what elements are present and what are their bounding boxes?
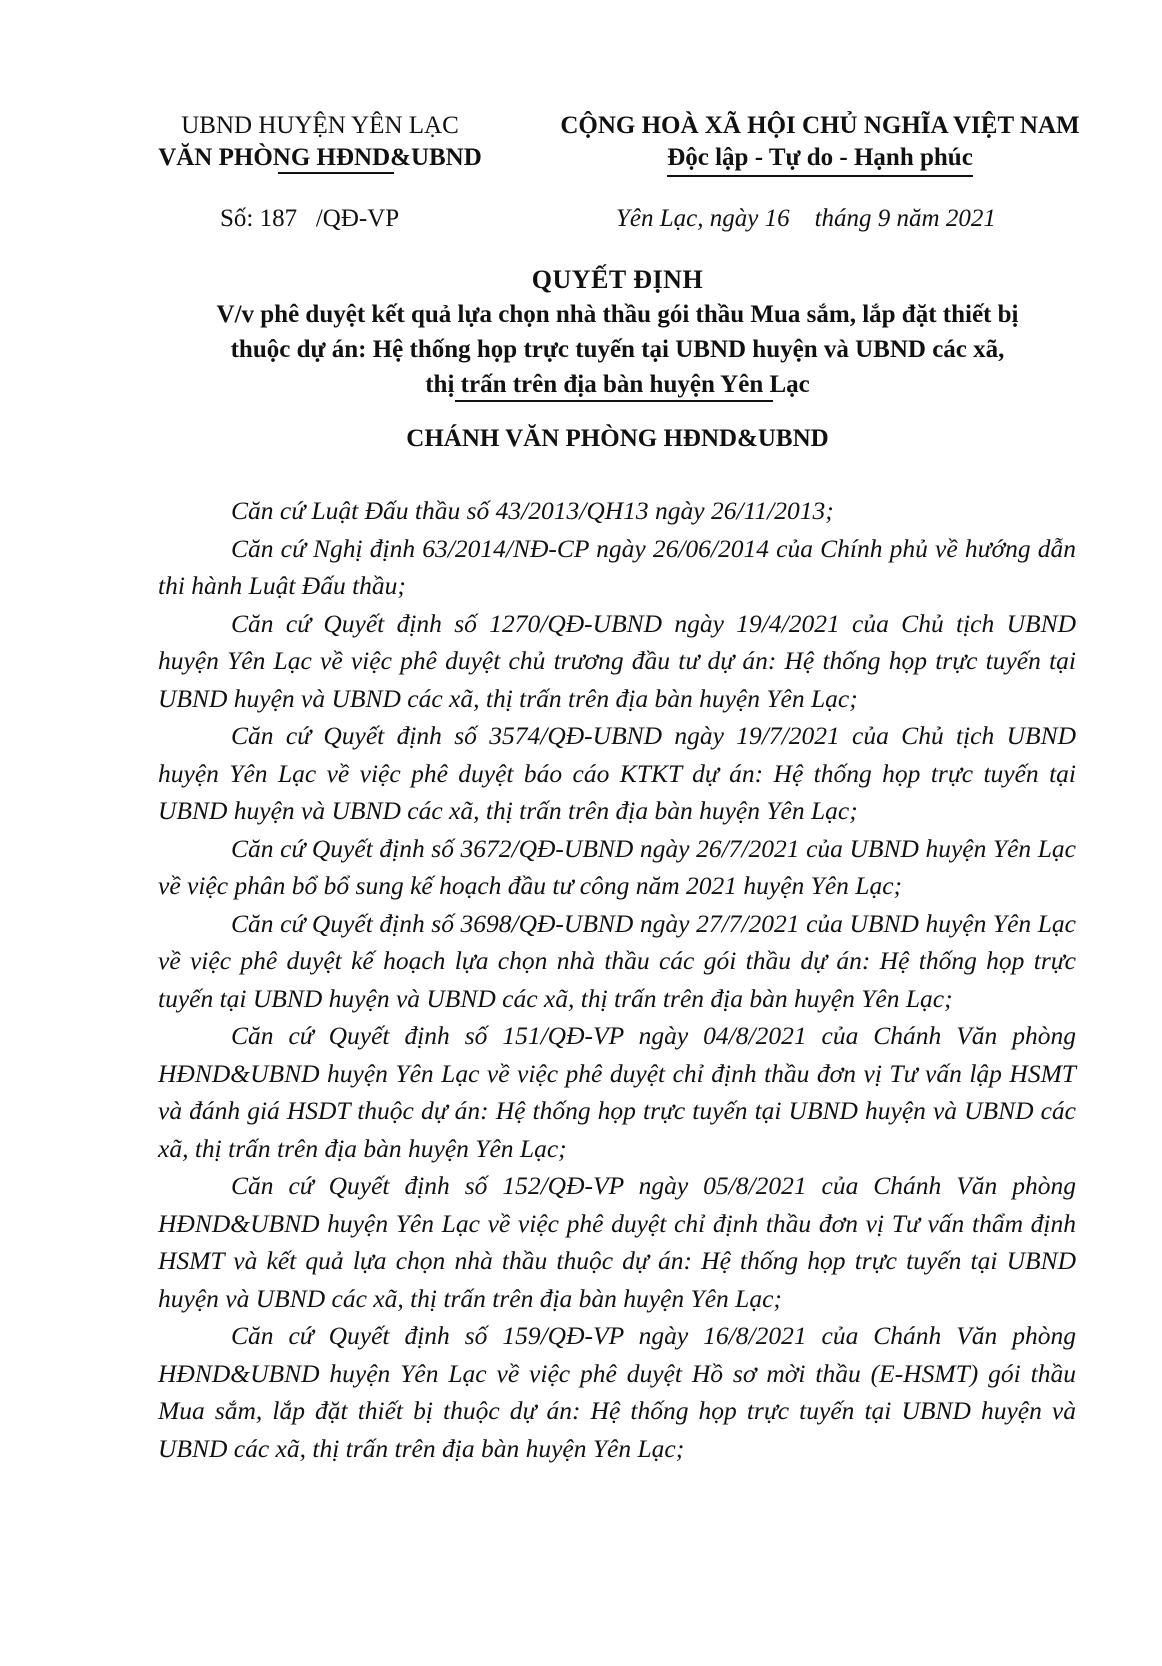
legal-basis-paragraph: Căn cứ Quyết định số 1270/QĐ-UBND ngày 19/4/2021 của Chủ tịch UBND huyện Yên Lạc về việc phê duyệt chủ trương đầu tư dự án: Hệ thống họp trực tuyến tại UBND huyện và UBND các xã, thị trấn trên địa bàn huyện Yên Lạc;	[158, 608, 1076, 713]
document-title: QUYẾT ĐỊNH	[531, 265, 704, 294]
issuing-organization	[140, 110, 500, 174]
legal-basis-section	[158, 492, 1076, 1467]
subject-line-1: V/v phê duyệt kết quả lựa chọn nhà thầu gói thầu Mua sắm, lắp đặt thiết bị	[216, 301, 1019, 328]
legal-basis-paragraph: Căn cứ Luật Đấu thầu số 43/2013/QH13 ngày 26/11/2013;	[231, 496, 834, 525]
legal-basis-paragraph: Căn cứ Quyết định số 3698/QĐ-UBND ngày 27/7/2021 của UBND huyện Yên Lạc về việc phê duyệt kế hoạch lựa chọn nhà thầu các gói thầu dự án: Hệ thống họp trực tuyến tại UBND huyện và UBND các xã, thị trấn trên địa bàn huyện Yên Lạc;	[158, 908, 1076, 1013]
subject-underline	[455, 400, 773, 402]
org-line-1: UBND HUYỆN YÊN LẠC	[181, 112, 459, 139]
legal-basis-paragraph: Căn cứ Quyết định số 152/QĐ-VP ngày 05/8/2021 của Chánh Văn phòng HĐND&UBND huyện Yên Lạc về việc phê duyệt chỉ định thầu đơn vị Tư vấn thẩm định HSMT và kết quả lựa chọn nhà thầu thuộc dự án: Hệ thống họp trực tuyến tại UBND huyện và UBND các xã, thị trấn trên địa bàn huyện Yên Lạc;	[158, 1171, 1076, 1313]
legal-basis-paragraph: Căn cứ Nghị định 63/2014/NĐ-CP ngày 26/06/2014 của Chính phủ về hướng dẫn thi hành Luật Đấu thầu;	[158, 533, 1076, 600]
legal-basis-paragraph: Căn cứ Quyết định số 3574/QĐ-UBND ngày 19/7/2021 của Chủ tịch UBND huyện Yên Lạc về việc phê duyệt báo cáo KTKT dự án: Hệ thống họp trực tuyến tại UBND huyện và UBND các xã, thị trấn trên địa bàn huyện Yên Lạc;	[158, 721, 1076, 825]
subject-line-2: thuộc dự án: Hệ thống họp trực tuyến tại UBND huyện và UBND các xã,	[230, 336, 1005, 363]
title-block	[140, 262, 1095, 402]
org-underline	[278, 172, 394, 174]
motto: Độc lập - Tự do - Hạnh phúc	[667, 142, 973, 177]
national-heading	[530, 110, 1110, 177]
legal-basis-paragraph: Căn cứ Quyết định số 151/QĐ-VP ngày 04/8/2021 của Chánh Văn phòng HĐND&UBND huyện Yên Lạc về việc phê duyệt chỉ định thầu đơn vị Tư vấn lập HSMT và đánh giá HSDT thuộc dự án: Hệ thống họp trực tuyến tại UBND huyện và UBND các xã, thị trấn trên địa bàn huyện Yên Lạc;	[158, 1021, 1076, 1163]
authority-heading: CHÁNH VĂN PHÒNG HĐND&UBND	[406, 425, 829, 452]
legal-basis-paragraph: Căn cứ Quyết định số 3672/QĐ-UBND ngày 26/7/2021 của UBND huyện Yên Lạc về việc phân bổ bổ sung kế hoạch đầu tư công năm 2021 huyện Yên Lạc;	[158, 833, 1076, 900]
place-date: Yên Lạc, ngày 16 tháng 9 năm 2021	[616, 205, 996, 232]
document-number: Số: 187 /QĐ-VP	[220, 205, 400, 232]
org-line-2: VĂN PHÒNG HĐND&UBND	[158, 144, 482, 171]
subject-line-3: thị trấn trên địa bàn huyện Yên Lạc	[425, 371, 810, 398]
legal-basis-paragraph: Căn cứ Quyết định số 159/QĐ-VP ngày 16/8/2021 của Chánh Văn phòng HĐND&UBND huyện Yên Lạc về việc phê duyệt Hồ sơ mời thầu (E-HSMT) gói thầu Mua sắm, lắp đặt thiết bị thuộc dự án: Hệ thống họp trực tuyến tại UBND huyện và UBND các xã, thị trấn trên địa bàn huyện Yên Lạc;	[158, 1321, 1076, 1463]
nation-name: CỘNG HOÀ XÃ HỘI CHỦ NGHĨA VIỆT NAM	[560, 112, 1080, 139]
